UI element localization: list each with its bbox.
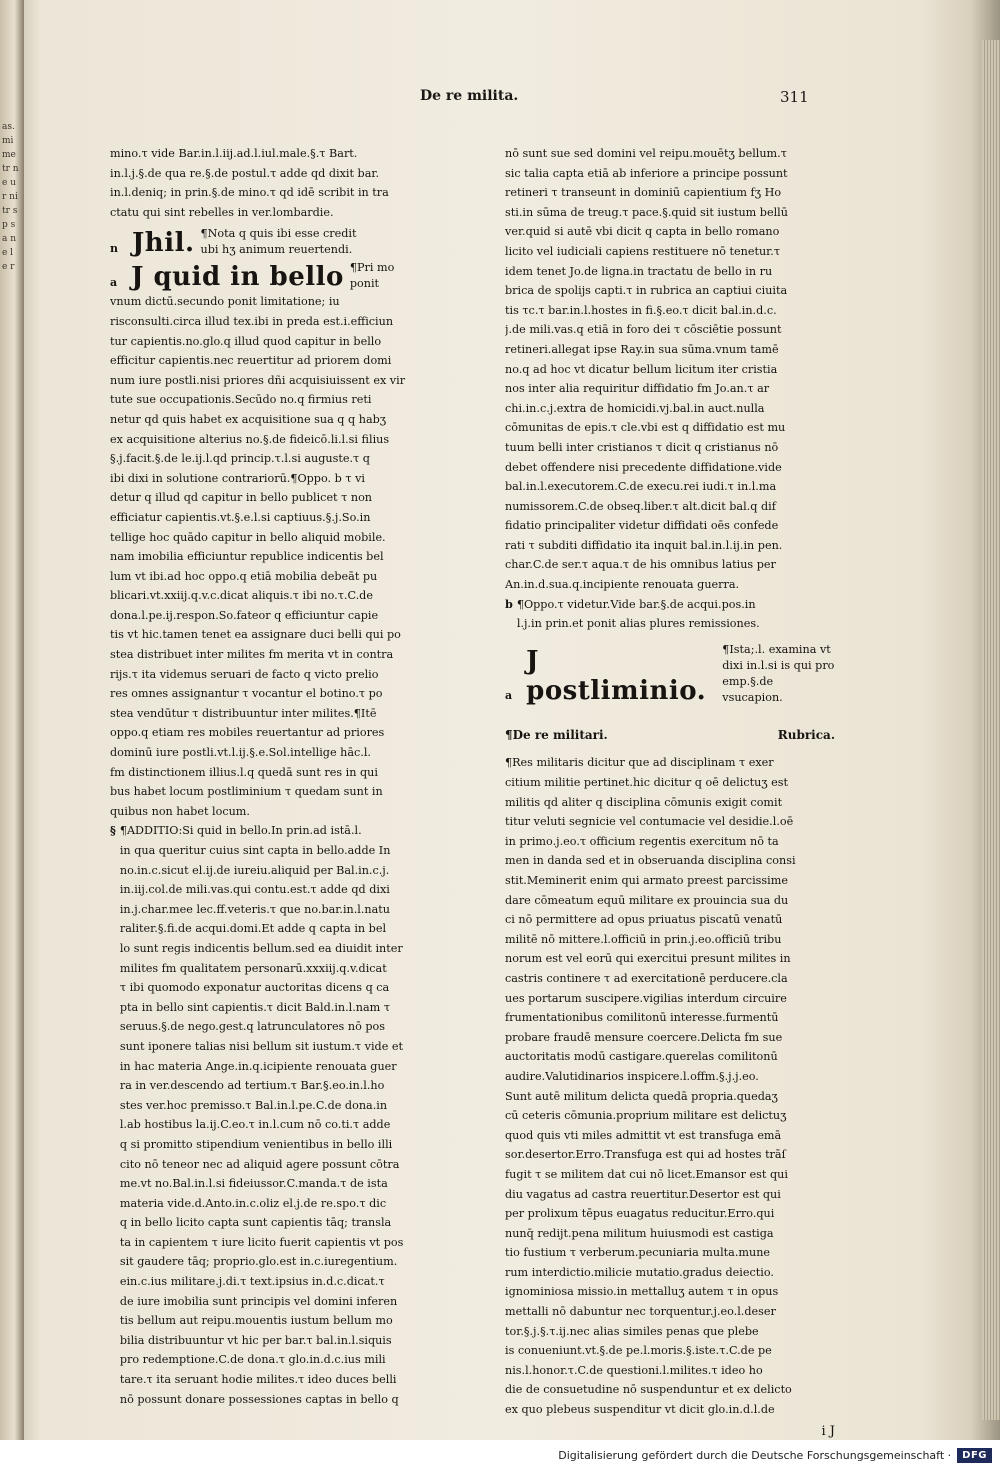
nihil-heading <box>110 226 462 258</box>
lemma-postliminio: J postliminio. <box>526 645 707 706</box>
text-line: ex acquisitione alterius no.§.de fideicō.li.l.si filius <box>110 432 390 446</box>
text-line: tellige hoc quādo capitur in bello aliquid mobile. <box>110 530 386 544</box>
rubric-label: Rubrica. <box>777 727 835 742</box>
text-line: ta in capientem τ iure licito fuerit capientis vt pos <box>119 1235 404 1249</box>
left-page-fragment: as. mi me tr ne ur ni tr s p s a ne l e r <box>2 122 19 272</box>
text-line: detur q illud qd capitur in bello publicet τ non <box>110 491 373 505</box>
text-line: is conueniunt.vt.§.de pe.l.moris.§.iste.τ.C.de pe <box>505 1344 772 1358</box>
text-line: in.iij.col.de mili.vas.qui contu.est.τ adde qd dixi <box>119 883 390 897</box>
text-line: tute sue occupationis.Secūdo no.q firmius reti <box>110 393 372 407</box>
text-line: τ ibi quomodo exponatur auctoritas dicens q ca <box>119 981 390 995</box>
postliminio-heading <box>505 642 835 706</box>
text-line: cito nō teneor nec ad aliquid agere possunt cōtra <box>119 1157 400 1171</box>
oppo-block <box>505 595 835 634</box>
text-line: quod quis vti miles admittit vt est transfuga emā <box>505 1128 782 1142</box>
text-line: in hac materia Ange.in.q.icipiente renouata guer <box>119 1059 397 1073</box>
lemma-note: ¶Ista;.l. examina vt dixi in.l.si is qui pro emp.§.de vsucapion. <box>722 642 835 704</box>
text-line: diu vagatus ad castra reuertitur.Desertor est qui <box>505 1187 781 1201</box>
text-line: stes ver.hoc premisso.τ Bal.in.l.pe.C.de dona.in <box>119 1098 388 1112</box>
text-line: auctoritatis modū castigare.querelas comilitonū <box>505 1050 778 1064</box>
text-line: char.C.de ser.τ aqua.τ de his omnibus latius per <box>505 558 776 572</box>
text-line: efficiatur capientis.vt.§.e.l.si captiuus.§.j.So.in <box>110 510 371 524</box>
rubric-heading <box>505 726 835 746</box>
text-line: tuum belli inter cristianos τ dicit q cristianus nō <box>505 440 779 454</box>
text-line: j.de mili.vas.q etiā in foro dei τ cōsciētie possunt <box>505 323 782 337</box>
text-line: Sunt autē militum delicta quedā propria.quedaʒ <box>505 1089 778 1103</box>
text-line: fidatio principaliter videtur diffidati oēs confede <box>505 519 779 533</box>
text-line: ra in ver.descendo ad tertium.τ Bar.§.eo.in.l.ho <box>119 1079 385 1093</box>
text-line: ¶ADDITIO:Si quid in bello.In prin.ad istā.l. <box>119 824 362 838</box>
text-line: me.vt no.Bal.in.l.si fideiussor.C.manda.τ de ista <box>119 1177 388 1191</box>
text-line: ignominiosa missio.in mettalluʒ autem τ in opus <box>505 1285 779 1299</box>
text-line: bal.in.l.executorem.C.de execu.rei iudi.τ in.l.ma <box>505 480 777 494</box>
note-marker: b <box>505 596 513 611</box>
note-marker: a <box>110 275 118 289</box>
text-line: audire.Valutidinarios inspicere.l.offm.§.j.j.eo. <box>505 1069 759 1083</box>
text-line: bilia distribuuntur vt hic per bar.τ bal.in.l.siquis <box>119 1333 392 1347</box>
note-marker: n <box>110 241 118 255</box>
text-line: nis.l.honor.τ.C.de questioni.l.milites.τ ideo ho <box>505 1363 763 1377</box>
additio-block <box>110 821 462 1409</box>
text-line: de iure imobilia sunt principis vel domini inferen <box>119 1294 398 1308</box>
text-line: numissorem.C.de obseq.liber.τ alt.dicit bal.q dif <box>505 499 776 513</box>
text-line: ver.quid si autē vbi dicit q capta in bello romano <box>505 225 780 239</box>
text-line: rum interdictio.milicie mutatio.gradus deiectio. <box>505 1265 774 1279</box>
text-line: netur qd quis habet ex acquisitione sua q q habʒ <box>110 412 387 426</box>
text-line: l.j.in prin.et ponit alias plures remissiones. <box>516 617 760 631</box>
text-line: lo sunt regis indicentis bellum.sed ea diuidit inter <box>119 941 403 955</box>
text-line: lum vt ibi.ad hoc oppo.q etiā mobilia debeāt pu <box>110 569 378 583</box>
text-line: nō sunt sue sed domini vel reipu.mouētʒ bellum.τ <box>505 147 787 160</box>
text-line: nunq̄ redijt.pena militum huiusmodi est castiga <box>505 1226 774 1240</box>
text-line: in.l.deniq; in prin.§.de mino.τ qd idē scribit in tra <box>110 186 389 200</box>
text-line: mino.τ vide Bar.in.l.iij.ad.l.iul.male.§.τ Bart. <box>110 147 358 160</box>
left-page-edge <box>0 0 24 1440</box>
text-line: tor.§.j.§.τ.ij.nec alias similes penas que plebe <box>505 1324 759 1338</box>
lemma-nihil: Jhil. <box>132 228 195 259</box>
text-line: norum est vel eorū qui exercitui presunt milites in <box>505 952 791 966</box>
signature-mark: i J <box>821 1423 835 1439</box>
text-line: tis bellum aut reipu.mouentis iustum bellum mo <box>119 1314 393 1328</box>
text-line: ¶Oppo.τ videtur.Vide bar.§.de acqui.pos.in <box>516 597 756 611</box>
rubric-title: ¶De re militari. <box>505 727 608 742</box>
right-column <box>505 144 835 1441</box>
text-line: citium militie pertinet.hic dicitur q oē delictuʒ est <box>505 776 789 790</box>
text-line: nō possunt donare possessiones captas in bello q <box>119 1392 399 1406</box>
left-column <box>110 144 462 1409</box>
right-lines-a <box>505 144 835 595</box>
lemma-siquid: J quid in bello <box>131 262 344 293</box>
text-line: milites fm qualitatem personarū.xxxiij.q.v.dicat <box>119 961 387 975</box>
running-head: De re milita. <box>420 88 519 104</box>
text-line: rijs.τ ita videmus seruari de facto q victo prelio <box>110 667 379 681</box>
text-line: oppo.q etiam res mobiles reuertantur ad priores <box>110 726 385 740</box>
text-line: idem tenet Jo.de ligna.in tractatu de bello in ru <box>505 264 773 278</box>
text-line: no.in.c.sicut el.ij.de iureiu.aliquid per Bal.in.c.j. <box>119 863 390 877</box>
text-line: stea vendūtur τ distribuuntur inter milites.¶Itē <box>110 706 377 720</box>
text-line: sic talia capta etiā ab inferiore a principe possunt <box>505 166 788 180</box>
text-line: cū ceteris cōmunia.proprium militare est delictuʒ <box>505 1109 787 1123</box>
oppo-lines <box>517 595 835 634</box>
footer-bar <box>0 1440 1000 1471</box>
text-line: ues portarum suscipere.vigilias interdum circuire <box>505 991 787 1005</box>
text-line: dominū iure postli.vt.l.ij.§.e.Sol.intellige hāc.l. <box>110 746 371 760</box>
text-line: pta in bello sint capientis.τ dicit Bald.in.l.nam τ <box>119 1000 391 1014</box>
text-line: §.j.facit.§.de le.ij.l.qd princip.τ.l.si auguste.τ q <box>110 452 370 466</box>
text-line: stea distribuet inter milites fm merita vt in contra <box>110 648 394 662</box>
text-line: ein.c.ius militare.j.di.τ text.ipsius in.d.c.dicat.τ <box>119 1275 385 1289</box>
right-lines-b <box>505 753 835 1419</box>
text-line: ci nō permittere ad opus priuatus piscatū venatū <box>505 913 783 927</box>
text-line: fugit τ se militem dat cui nō licet.Emansor est qui <box>505 1167 788 1181</box>
text-line: cōmunitas de epis.τ cle.vbi est q diffidatio est mu <box>505 421 786 435</box>
text-line: raliter.§.fi.de acqui.domi.Et adde q capta in bel <box>119 922 387 936</box>
text-line: q in bello licito capta sunt capientis tāq; transla <box>119 1216 392 1230</box>
text-line: sunt iponere talias nisi bellum sit iustum.τ vide et <box>119 1039 404 1053</box>
text-line: bus habet locum postliminium τ quedam sunt in <box>110 785 383 799</box>
text-line: militis qd aliter q disciplina cōmunis exigit comit <box>505 795 783 809</box>
text-line: ex quo plebeus suspenditur vt dicit glo.in.d.l.de <box>505 1403 775 1417</box>
section-marker: § <box>110 823 116 838</box>
text-line: rati τ subditi diffidatio ita inquit bal.in.l.ij.in pen. <box>505 538 783 552</box>
text-line: dona.l.pe.ij.respon.So.fateor q efficiuntur capie <box>110 608 379 622</box>
text-line: risconsulti.circa illud tex.ibi in preda est.i.efficiun <box>110 314 394 328</box>
text-line: quibus non habet locum. <box>110 804 250 818</box>
text-line: ¶Res militaris dicitur que ad disciplinam τ exer <box>505 756 774 770</box>
text-line: sor.desertor.Erro.Transfuga est qui ad hostes trāſ <box>505 1148 786 1162</box>
lemma-note: ¶Pri mo ponit <box>349 261 395 291</box>
text-line: ctatu qui sint rebelles in ver.lombardie. <box>110 205 334 219</box>
left-lines-a <box>110 144 462 222</box>
text-line: res omnes assignantur τ vocantur el botino.τ po <box>110 687 383 701</box>
text-line: militē nō mittere.l.officiū in prin.j.eo.officiū tribu <box>505 932 782 946</box>
text-line: frumentationibus comilitonū interesse.furmentū <box>505 1011 779 1025</box>
text-line: no.q ad hoc vt dicatur bellum licitum iter cristia <box>505 362 778 376</box>
text-line: brica de spolijs capti.τ in rubrica an captiui ciuita <box>505 284 788 298</box>
text-line: tis vt hic.tamen tenet ea assignare duci belli qui po <box>110 628 401 642</box>
text-line: tur capientis.no.glo.q illud quod capitur in bello <box>110 334 382 348</box>
text-line: nos inter alia requiritur diffidatio fm Jo.an.τ ar <box>505 382 770 396</box>
text-line: fm distinctionem illius.l.q quedā sunt res in qui <box>110 765 378 779</box>
dfg-logo: DFG <box>957 1448 992 1463</box>
text-line: stit.Meminerit enim qui armato preest parcissime <box>505 874 788 887</box>
text-line: dare cōmeatum equū militare ex prouincia sua du <box>505 893 789 907</box>
text-line: ibi dixi in solutione contrariorū.¶Oppo. b τ vi <box>110 471 365 485</box>
text-line: castris continere τ ad exercitationē perducere.cla <box>505 971 788 985</box>
left-lines-c <box>120 821 462 1409</box>
text-line: num iure postli.nisi priores dñi acquisiuissent ex vir <box>110 373 406 387</box>
folio-number: 311 <box>780 88 809 106</box>
text-line: probare fraudē mensure coercere.Delicta fm sue <box>505 1030 783 1044</box>
text-line: An.in.d.sua.q.incipiente renouata guerra. <box>505 578 740 592</box>
funding-notice: Digitalisierung gefördert durch die Deutsche Forschungsgemeinschaft · <box>558 1449 952 1462</box>
text-line: licito vel iudiciali capiens restituere nō tenetur.τ <box>505 244 781 258</box>
text-line: tio fustium τ verberum.pecuniaria multa.mune <box>505 1246 771 1260</box>
text-line: tare.τ ita seruant hodie milites.τ ideo duces belli <box>119 1373 397 1387</box>
text-line: chi.in.c.j.extra de homicidi.vj.bal.in auct.nulla <box>505 401 765 415</box>
text-line: seruus.§.de nego.gest.q latrunculatores nō pos <box>119 1020 385 1034</box>
text-line: in primo.j.eo.τ officium regentis exercitum nō ta <box>505 834 779 848</box>
text-line: q si promitto stipendium venientibus in bello illi <box>119 1137 393 1151</box>
text-line: materia vide.d.Anto.in.c.oliz el.j.de re.spo.τ dic <box>119 1196 387 1210</box>
text-line: in qua queritur cuius sint capta in bello.adde In <box>119 844 391 857</box>
text-line: debet offendere nisi precedente diffidatione.vide <box>505 460 782 474</box>
text-line: titur veluti segnicie vel contumacie vel desidie.l.oē <box>505 815 794 829</box>
text-line: mettalli nō dabuntur nec torquentur.j.eo.l.deser <box>505 1305 776 1319</box>
siquid-heading <box>110 260 462 292</box>
text-line: tis τc.τ bar.in.l.hostes in fi.§.eo.τ dicit bal.in.d.c. <box>505 303 777 317</box>
text-line: per prolixum tēpus euagatus reducitur.Erro.qui <box>505 1207 775 1221</box>
text-line: sti.in sūma de treug.τ pace.§.quid sit iustum bellū <box>505 205 788 219</box>
text-line: sit gaudere tāq; proprio.glo.est in.c.iuregentium. <box>119 1255 398 1269</box>
text-line: pro redemptione.C.de dona.τ glo.in.d.c.ius mili <box>119 1353 386 1367</box>
text-line: die de consuetudine nō suspenduntur et ex delicto <box>505 1383 792 1397</box>
text-line: l.ab hostibus la.ij.C.eo.τ in.l.cum nō co.ti.τ adde <box>119 1118 391 1132</box>
note-marker: a <box>505 689 513 703</box>
text-line: retineri.allegat ipse Ray.in sua sūma.vnum tamē <box>505 342 779 356</box>
text-line: blicari.vt.xxiij.q.v.c.dicat aliquis.τ ibi no.τ.C.de <box>110 589 373 603</box>
lemma-note: ¶Nota q quis ibi esse credit ubi hʒ animum reuertendi. <box>200 227 357 257</box>
text-line: vnum dictū.secundo ponit limitatione; iu <box>110 295 340 309</box>
text-line: men in danda sed et in obseruanda disciplina consi <box>505 854 796 868</box>
text-line: retineri τ transeunt in dominiū capientium fʒ Ho <box>505 186 782 200</box>
text-line: in.j.char.mee lec.ff.veteris.τ que no.bar.in.l.natu <box>119 902 390 916</box>
text-line: in.l.j.§.de qua re.§.de postul.τ adde qd dixit bar. <box>110 166 380 180</box>
book-page <box>30 0 990 1440</box>
left-lines-b <box>110 292 462 821</box>
text-line: nam imobilia efficiuntur republice indicentis bel <box>110 550 384 564</box>
text-line: efficitur capientis.nec reuertitur ad priorem domi <box>110 354 392 368</box>
